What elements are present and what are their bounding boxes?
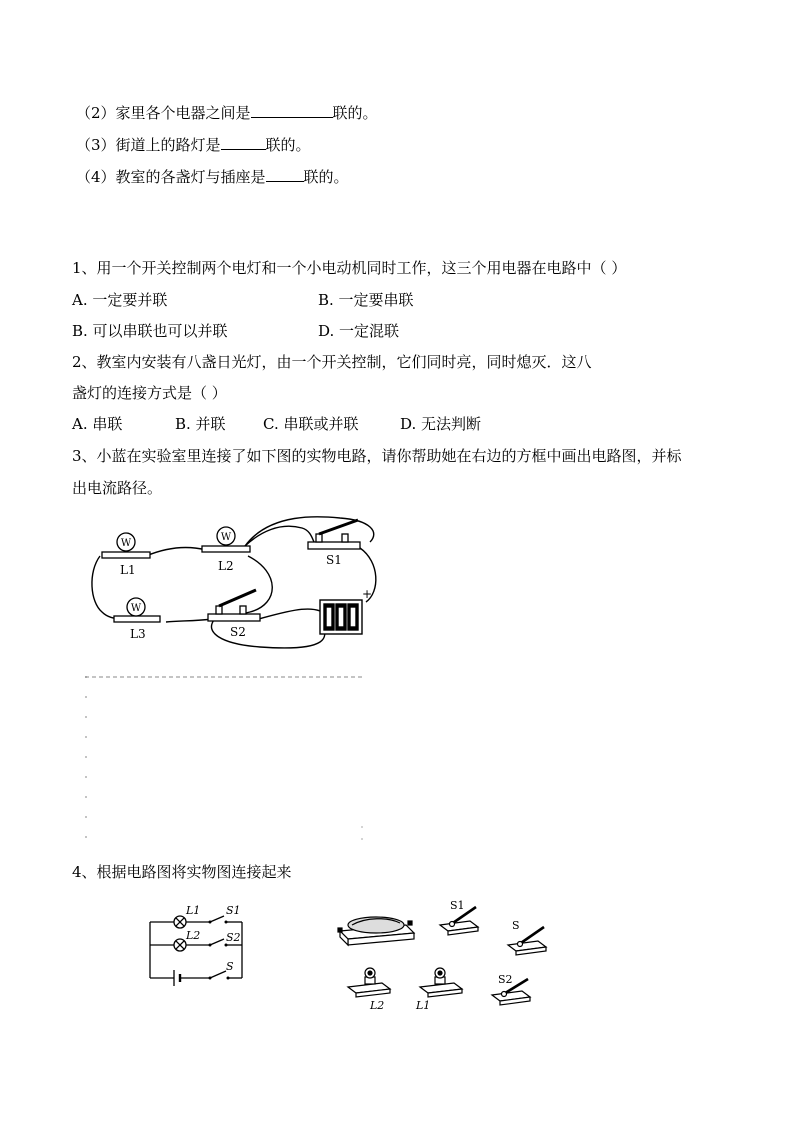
q4-part-label-l2: L2 bbox=[370, 999, 385, 1012]
wire bbox=[146, 548, 206, 556]
wire bbox=[255, 609, 328, 620]
q4-diagram-label-l1: L1 bbox=[186, 904, 201, 917]
label-s1: S1 bbox=[326, 553, 342, 567]
label-l1: L1 bbox=[120, 563, 136, 577]
q4-components-figure bbox=[336, 895, 556, 1015]
switch-s1 bbox=[308, 520, 360, 549]
q2-option-b[interactable]: B. 并联 bbox=[175, 415, 226, 433]
q4-part-label-l1: L1 bbox=[416, 999, 431, 1012]
bulb-l2-mark: W bbox=[220, 532, 232, 543]
subq-3-pre: （3）街道上的路灯是 bbox=[76, 136, 221, 154]
answer-blank[interactable] bbox=[221, 133, 266, 150]
subq-3 bbox=[76, 133, 311, 155]
label-s2: S2 bbox=[230, 625, 246, 639]
q4-diagram-label-l2: L2 bbox=[186, 929, 201, 942]
answer-blank[interactable] bbox=[266, 165, 304, 182]
label-l3: L3 bbox=[130, 627, 146, 641]
switch-s2 bbox=[208, 590, 260, 621]
label-l2: L2 bbox=[218, 559, 234, 573]
q4-diagram-label-s2: S2 bbox=[226, 931, 241, 944]
q2-stem-line1: 2、教室内安装有八盏日光灯，由一个开关控制，它们同时亮，同时熄灭．这八 bbox=[72, 353, 592, 371]
bulb-l3-mark: W bbox=[130, 603, 142, 614]
q1-option-a[interactable]: A. 一定要并联 bbox=[72, 291, 168, 309]
q1-option-b[interactable]: B. 一定要串联 bbox=[318, 291, 414, 309]
subq-2 bbox=[76, 101, 378, 123]
subq-2-pre: （2）家里各个电器之间是 bbox=[76, 104, 251, 122]
q4-circuit-diagram bbox=[140, 898, 250, 988]
bulb-l1-mark: W bbox=[120, 538, 132, 549]
battery-box bbox=[338, 917, 414, 945]
wire bbox=[211, 620, 324, 648]
q3-answer-box[interactable] bbox=[85, 676, 363, 846]
subq-4-post: 联的。 bbox=[303, 168, 349, 186]
q1-stem: 1、用一个开关控制两个电灯和一个小电动机同时工作，这三个用电器在电路中（ ） bbox=[72, 259, 627, 277]
q3-stem-line2: 出电流路径。 bbox=[72, 479, 163, 497]
battery bbox=[320, 600, 362, 634]
q2-option-a[interactable]: A. 串联 bbox=[72, 415, 123, 433]
bulb-l3 bbox=[114, 598, 160, 622]
q2-option-d[interactable]: D. 无法判断 bbox=[400, 415, 482, 433]
subq-4-pre: （4）教室的各盏灯与插座是 bbox=[76, 168, 266, 186]
q4-part-label-s2: S2 bbox=[498, 973, 513, 986]
subq-2-post: 联的。 bbox=[332, 104, 378, 122]
answer-blank[interactable] bbox=[251, 101, 333, 118]
bulb-l1-part bbox=[420, 968, 462, 997]
q4-part-label-s: S bbox=[512, 919, 520, 932]
q2-stem-line2: 盏灯的连接方式是（ ） bbox=[72, 384, 227, 402]
q1-option-d[interactable]: D. 一定混联 bbox=[318, 322, 400, 340]
subq-4 bbox=[76, 165, 349, 187]
bulb-l1 bbox=[102, 533, 150, 558]
q3-stem-line1: 3、小蓝在实验室里连接了如下图的实物电路，请你帮助她在右边的方框中画出电路图，并标 bbox=[72, 447, 682, 465]
q4-diagram-label-s1: S1 bbox=[226, 904, 241, 917]
subq-3-post: 联的。 bbox=[265, 136, 311, 154]
q3-circuit-figure bbox=[80, 512, 380, 662]
q2-option-c[interactable]: C. 串联或并联 bbox=[263, 415, 359, 433]
q4-diagram-label-s: S bbox=[226, 960, 234, 973]
q4-stem: 4、根据电路图将实物图连接起来 bbox=[72, 863, 292, 881]
bulb-l2-part bbox=[348, 968, 390, 997]
q4-part-label-s1: S1 bbox=[450, 899, 465, 912]
battery-plus-label: + bbox=[362, 587, 373, 601]
q1-option-c[interactable]: B. 可以串联也可以并联 bbox=[72, 322, 228, 340]
bulb-l2 bbox=[202, 527, 250, 552]
